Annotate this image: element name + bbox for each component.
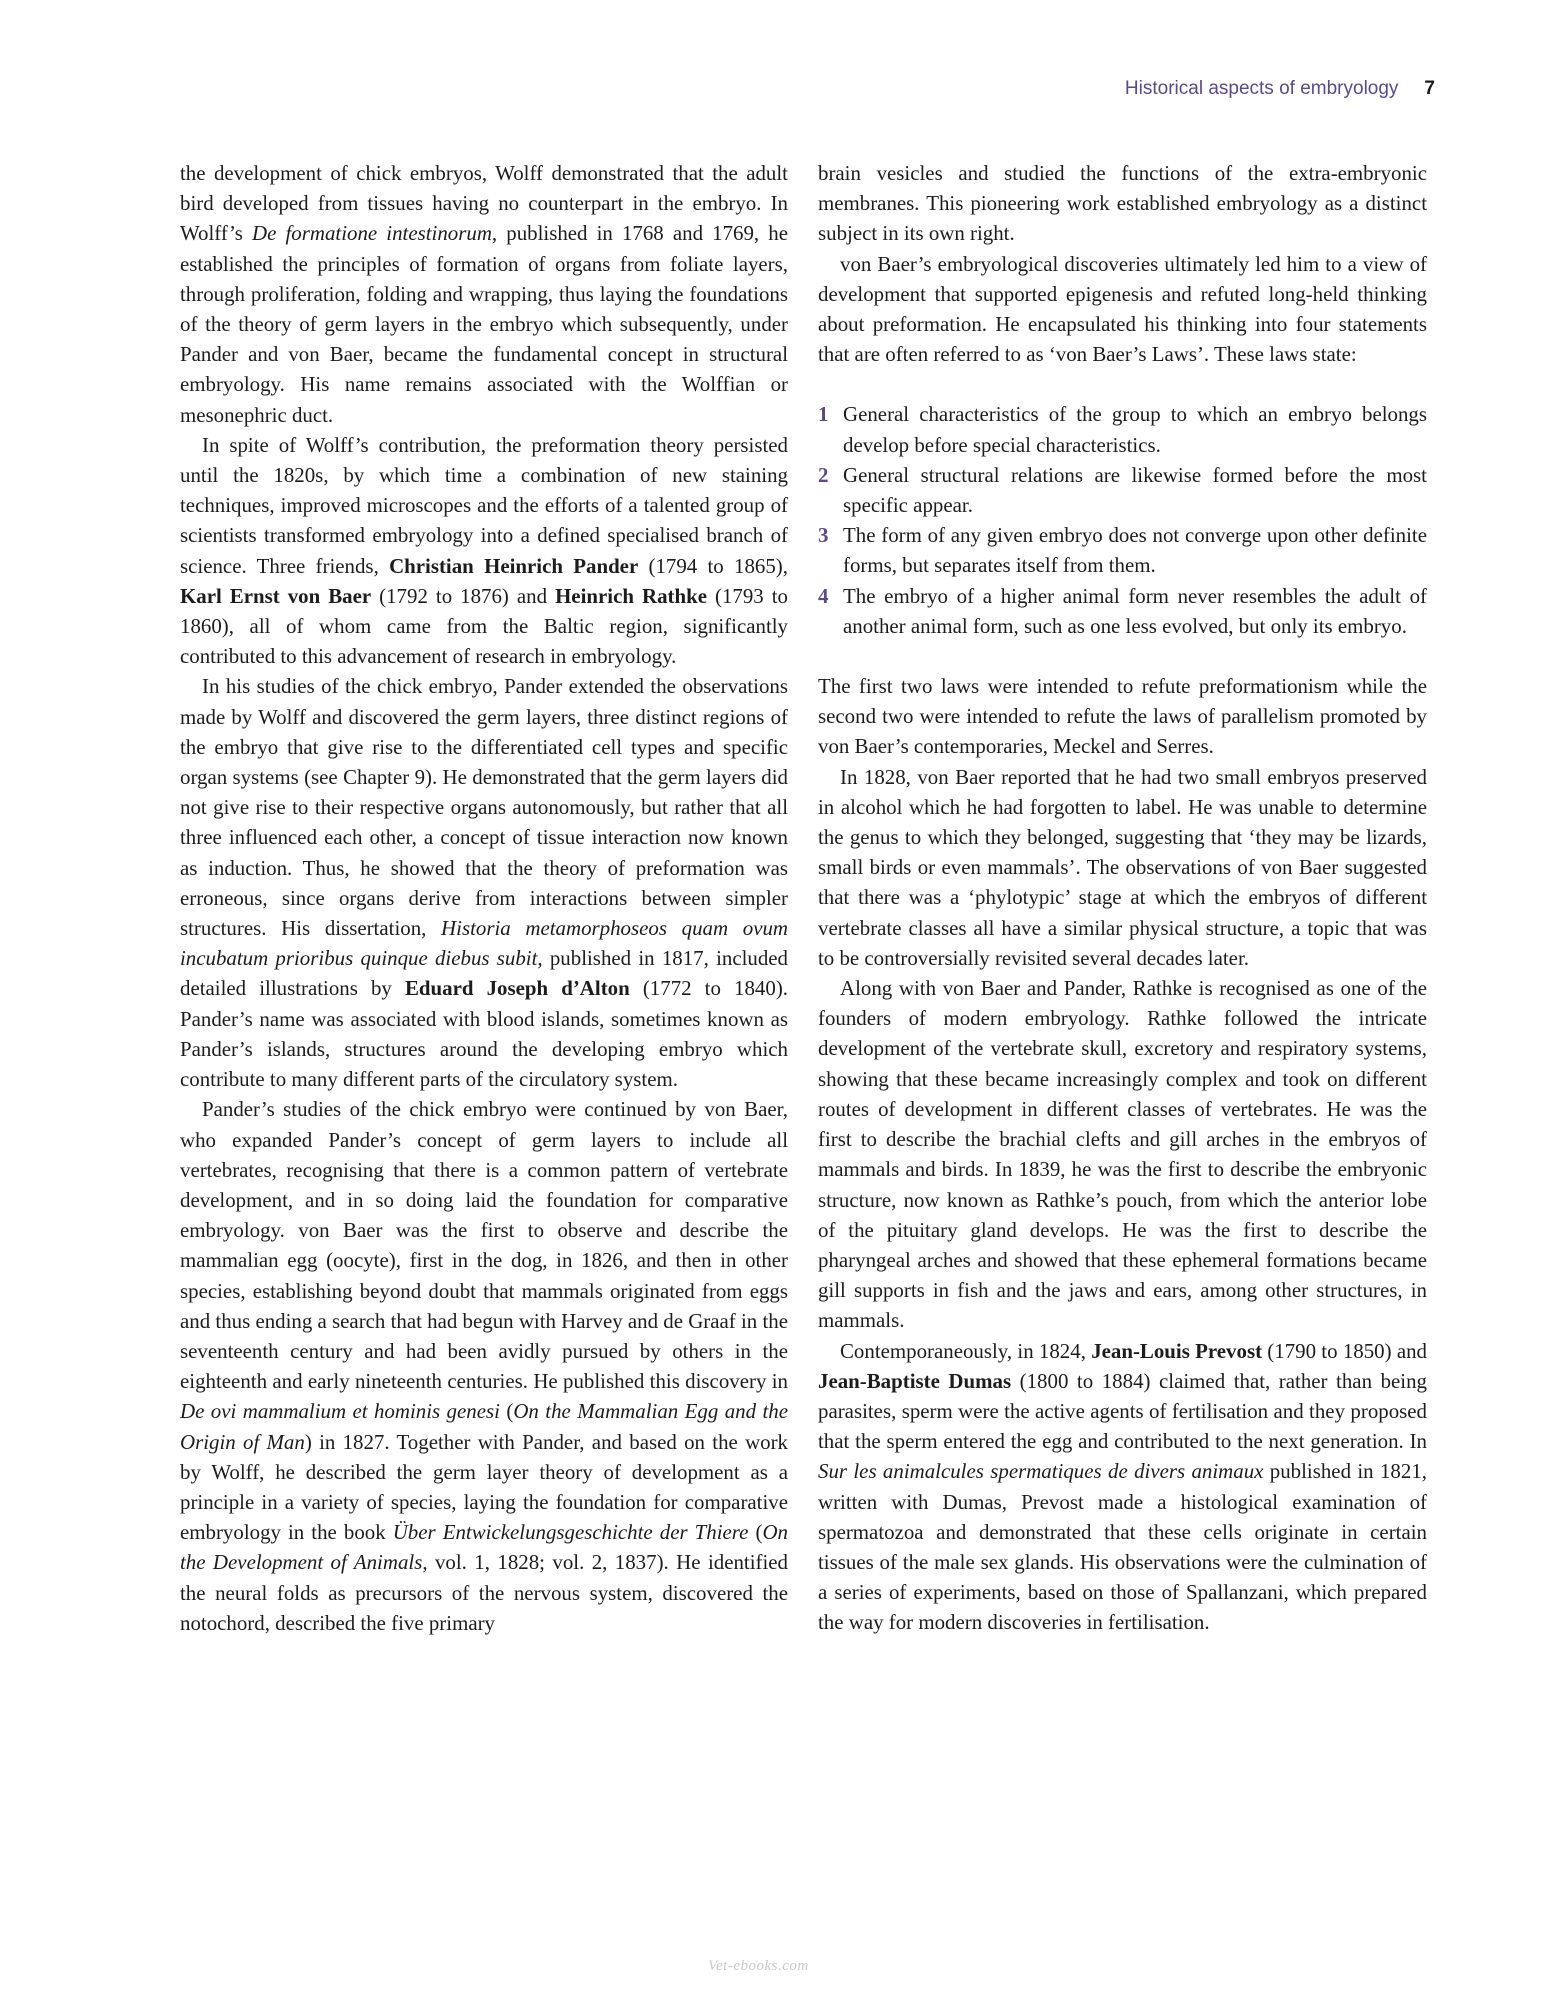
page-number: 7 bbox=[1424, 78, 1435, 99]
von-baer-laws-list bbox=[818, 399, 1427, 641]
book-title: De formatione intestinorum bbox=[252, 221, 492, 246]
book-title: Historia metamorphoseos quam ovum incubatum prioribus quinque diebus subit bbox=[180, 916, 788, 971]
list-item: 2 General structural relations are likewise formed before the most specific appear. bbox=[818, 460, 1427, 520]
book-title: Über Entwickelungsgeschichte der Thiere bbox=[392, 1520, 749, 1545]
running-header bbox=[1125, 78, 1435, 100]
paragraph-rathke: Along with von Baer and Pander, Rathke is recognised as one of the founders of modern embryology. Rathke followed the intricate development of the vertebrate skull, excretory and respiratory systems, showing that these became increasingly complex and took on different routes of development in different classes of vertebrates. He was the first to describe the brachial clefts and gill arches in the embryos of mammals and birds. In 1839, he was the first to describe the embryonic structure, now known as Rathke’s pouch, from which the anterior lobe of the pituitary gland develops. He was the first to describe the pharyngeal arches and showed that these ephemeral formations became gill supports in fish and the jaws and ears, among other structures, in mammals. bbox=[818, 976, 1427, 1333]
list-number: 4 bbox=[818, 583, 829, 608]
list-number: 3 bbox=[818, 523, 829, 548]
book-title: Sur les animalcules spermatiques de divers animaux bbox=[818, 1459, 1264, 1484]
person-name: Jean-Louis Prevost bbox=[1091, 1338, 1263, 1363]
paragraph-preformation: In spite of Wolff’s contribution, the preformation theory persisted until the 1820s, by which time a combination of new staining techniques, improved microscopes and the efforts of a talented group of scientists transformed embryology into a defined specialised branch of science. Three friends, Christian Heinrich Pander (1794 to 1865), Karl Ernst von Baer (1792 to 1876) and Heinrich Rathke (1793 to 1860), all of whom came from the Baltic region, significantly contributed to this advancement of research in embryology. bbox=[180, 432, 788, 669]
book-title: On the Mammalian Egg and the Origin of Man bbox=[180, 1399, 789, 1454]
list-number: 1 bbox=[818, 402, 829, 427]
right-column bbox=[818, 158, 1427, 1638]
book-title: De ovi mammalium et hominis genesi bbox=[180, 1399, 500, 1424]
person-name: Karl Ernst von Baer bbox=[180, 583, 372, 608]
paragraph-wolff: the development of chick embryos, Wolff demonstrated that the adult bird developed from tissues having no counterpart in the embryo. In Wolff’s De formatione intestinorum, published in 1768 and 1769, he established the principles of formation of organs from foliate layers, through proliferation, folding and wrapping, thus laying the foundations of the theory of germ layers in the embryo which subsequently, under Pander and von Baer, became the fundamental concept in structural embryology. His name remains associated with the Wolffian or mesonephric duct. bbox=[180, 161, 788, 427]
person-name: Jean-Baptiste Dumas bbox=[818, 1368, 1012, 1393]
paragraph-laws-purpose: The first two laws were intended to refute preformationism while the second two were intended to refute the laws of parallelism promoted by von Baer’s contemporaries, Meckel and Serres. bbox=[818, 674, 1427, 759]
book-title: On the Development of Animals bbox=[180, 1520, 788, 1575]
list-item: 3 The form of any given embryo does not converge upon other definite forms, but separates itself from them. bbox=[818, 520, 1427, 580]
list-item: 1 General characteristics of the group to which an embryo belongs develop before special characteristics. bbox=[818, 399, 1427, 459]
left-column bbox=[180, 158, 788, 1638]
paragraph-phylotypic: In 1828, von Baer reported that he had two small embryos preserved in alcohol which he had forgotten to label. He was unable to determine the genus to which they belonged, suggesting that ‘they may be lizards, small birds or even mammals’. The observations of von Baer suggested that there was a ‘phylotypic’ stage at which the embryos of different vertebrate classes all have a similar physical structure, a topic that was to be controversially revisited several decades later. bbox=[818, 764, 1427, 970]
paragraph-von-baer-laws-intro: von Baer’s embryological discoveries ultimately led him to a view of development that supported epigenesis and refuted long-held thinking about preformation. He encapsulated his thinking into four statements that are often referred to as ‘von Baer’s Laws’. These laws state: bbox=[818, 251, 1427, 367]
running-title: Historical aspects of embryology bbox=[1124, 78, 1399, 99]
person-name: Heinrich Rathke bbox=[555, 583, 707, 608]
list-number: 2 bbox=[818, 462, 829, 487]
paragraph-von-baer: Pander’s studies of the chick embryo were continued by von Baer, who expanded Pander’s concept of germ layers to include all vertebrates, recognising that there is a common pattern of vertebrate development, and in so doing laid the foundation for comparative embryology. von Baer was the first to observe and describe the mammalian egg (oocyte), first in the dog, in 1826, and then in other species, establishing beyond doubt that mammals originated from eggs and thus ending a search that had begun with Harvey and de Graaf in the seventeenth century and had been avidly pursued by others in the eighteenth and early nineteenth centuries. He published this discovery in De ovi mammalium et hominis genesi (On the Mammalian Egg and the Origin of Man) in 1827. Together with Pander, and based on the work by Wolff, he described the germ layer theory of development as a principle in a variety of species, laying the foundation for comparative embryology in the book Über Entwickelungsgeschichte der Thiere (On the Development of Animals, vol. 1, 1828; vol. 2, 1837). He identified the neural folds as precursors of the nervous system, discovered the notochord, described the five primary bbox=[180, 1097, 789, 1635]
person-name: Eduard Joseph d’Alton bbox=[404, 976, 630, 1001]
watermark: Vet-ebooks.com bbox=[708, 1958, 809, 1974]
person-name: Christian Heinrich Pander bbox=[389, 553, 639, 578]
list-item: 4 The embryo of a higher animal form never resembles the adult of another animal form, such as one less evolved, but only its embryo. bbox=[818, 581, 1427, 641]
paragraph-prevost-dumas: Contemporaneously, in 1824, Jean-Louis Prevost (1790 to 1850) and Jean-Baptiste Dumas (1800 to 1884) claimed that, rather than being parasites, sperm were the active agents of fertilisation and they proposed that the sperm entered the egg and contributed to the next generation. In Sur les animalcules spermatiques de divers animaux published in 1821, written with Dumas, Prevost made a histological examination of spermatozoa and demonstrated that these cells originate in certain tissues of the male sex glands. His observations were the culmination of a series of experiments, based on those of Spallanzani, which prepared the way for modern discoveries in fertilisation. bbox=[818, 1338, 1427, 1635]
paragraph-pander: In his studies of the chick embryo, Pander extended the observations made by Wolff and discovered the germ layers, three distinct regions of the embryo that give rise to the differentiated cell types and specific organ systems (see Chapter 9). He demonstrated that the germ layers did not give rise to their respective organs autonomously, but rather that all three influenced each other, a concept of tissue interaction now known as induction. Thus, he showed that the theory of preformation was erroneous, since organs derive from interactions between simpler structures. His dissertation, Historia metamorphoseos quam ovum incubatum prioribus quinque diebus subit, published in 1817, included detailed illustrations by Eduard Joseph d’Alton (1772 to 1840). Pander’s name was associated with blood islands, sometimes known as Pander’s islands, structures around the developing embryo which contribute to many different parts of the circulatory system. bbox=[180, 674, 789, 1092]
paragraph-brain-vesicles: brain vesicles and studied the functions of the extra-embryonic membranes. This pioneering work established embryology as a distinct subject in its own right. bbox=[818, 161, 1427, 246]
